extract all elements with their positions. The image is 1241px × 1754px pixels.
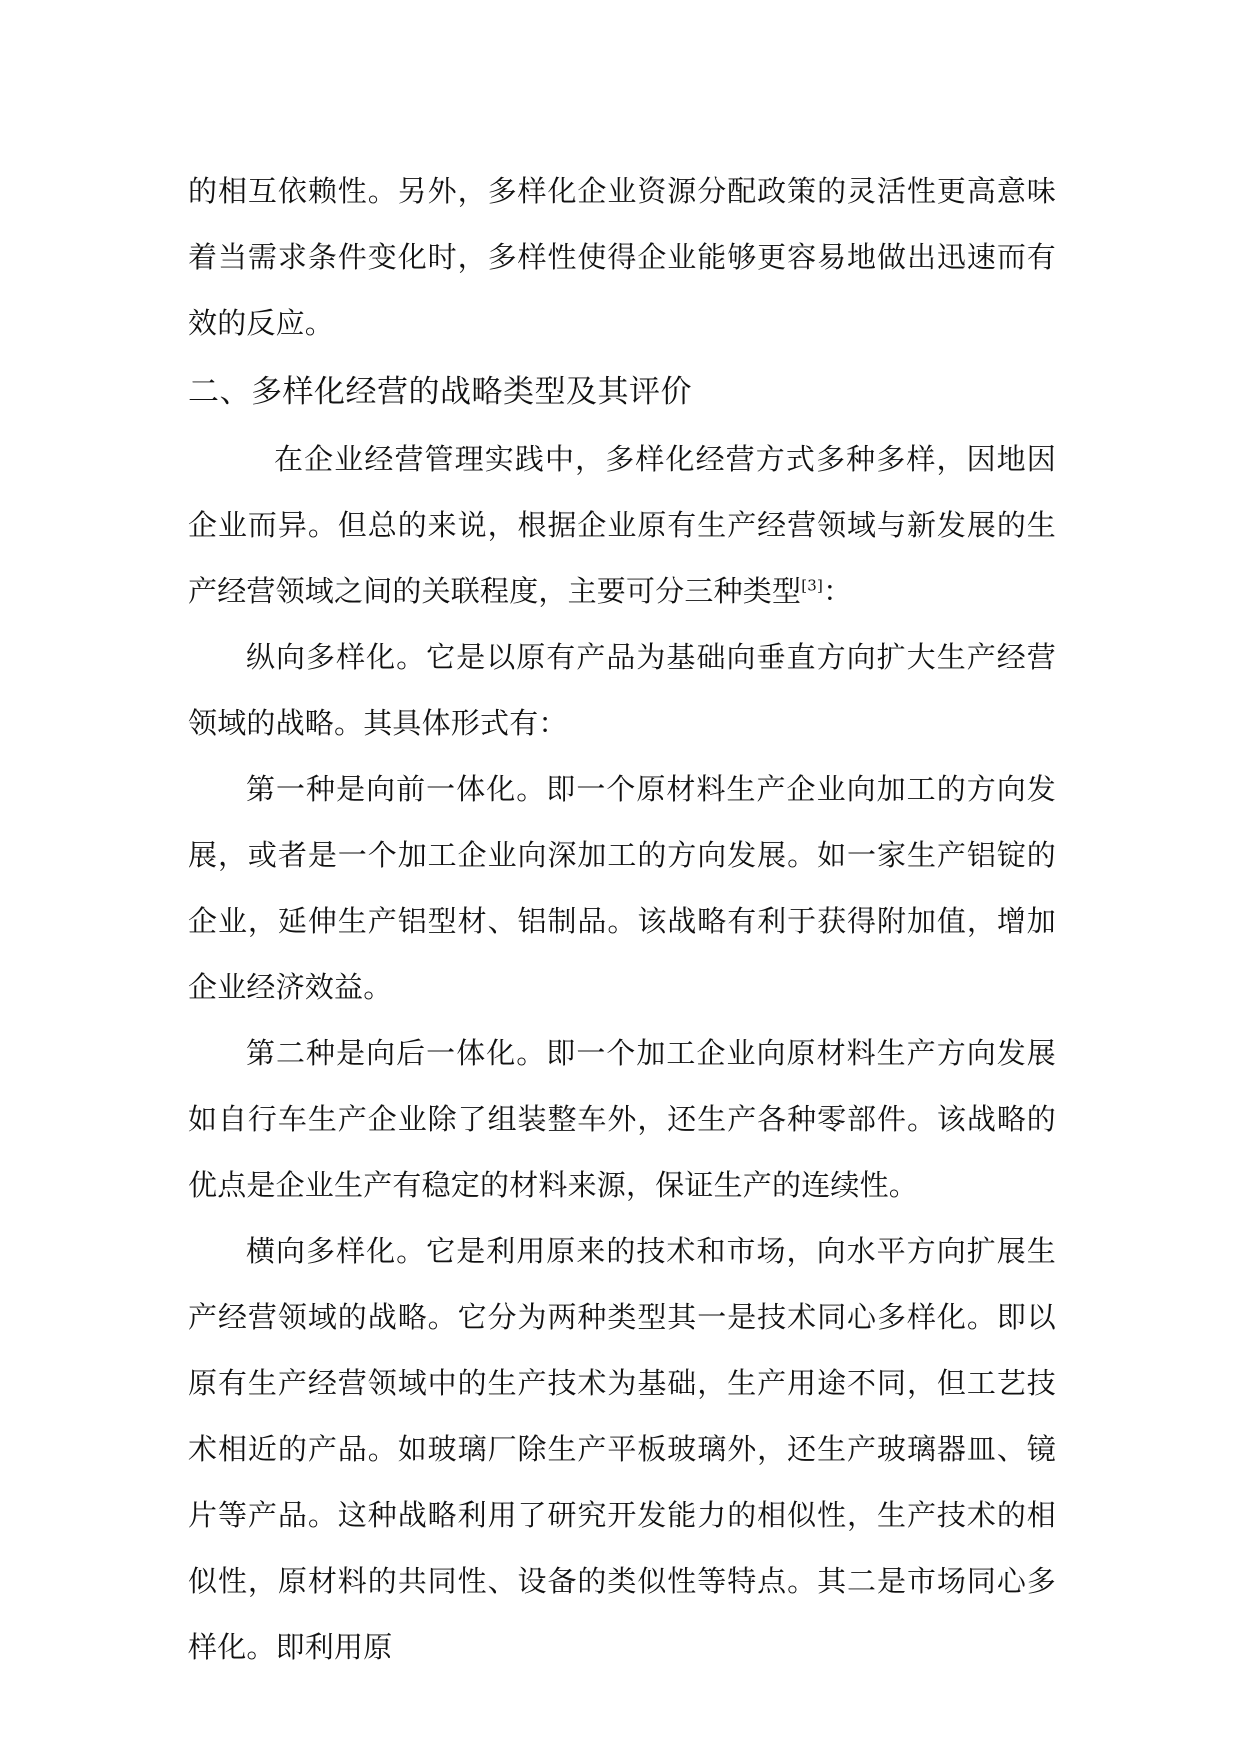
paragraph-intro-tail: ： (823, 574, 853, 608)
paragraph-intro (188, 426, 1056, 624)
section-heading: 二、多样化经营的战略类型及其评价 (188, 374, 692, 410)
document-body (188, 158, 1056, 1680)
citation-marker[interactable]: [3] (801, 576, 824, 595)
paragraph-forward-integration: 第一种是向前一体化。即一个原材料生产企业向加工的方向发展，或者是一个加工企业向深加工的方向发展。如一家生产铝锭的企业，延伸生产铝型材、铝制品。该战略有利于获得附加值，增加企业经济效益。 (188, 772, 1056, 1004)
paragraph-horizontal-diversification: 横向多样化。它是利用原来的技术和市场，向水平方向扩展生产经营领域的战略。它分为两种类型其一是技术同心多样化。即以原有生产经营领域中的生产技术为基础，生产用途不同，但工艺技术相近的产品。如玻璃厂除生产平板玻璃外，还生产玻璃器皿、镜片等产品。这种战略利用了研究开发能力的相似性，生产技术的相似性，原材料的共同性、设备的类似性等特点。其二是市场同心多样化。即利用原 (188, 1234, 1056, 1664)
paragraph-vertical-diversification: 纵向多样化。它是以原有产品为基础向垂直方向扩大生产经营领域的战略。其具体形式有： (188, 640, 1056, 740)
paragraph-intro-text: 在企业经营管理实践中，多样化经营方式多种多样，因地因企业而异。但总的来说，根据企业原有生产经营领域与新发展的生产经营领域之间的关联程度，主要可分三种类型 (188, 442, 1056, 608)
paragraph-continuation: 的相互依赖性。另外，多样化企业资源分配政策的灵活性更高意味着当需求条件变化时，多样性使得企业能够更容易地做出迅速而有效的反应。 (188, 174, 1056, 340)
paragraph-backward-integration: 第二种是向后一体化。即一个加工企业向原材料生产方向发展如自行车生产企业除了组装整车外，还生产各种零部件。该战略的优点是企业生产有稳定的材料来源，保证生产的连续性。 (188, 1036, 1056, 1202)
